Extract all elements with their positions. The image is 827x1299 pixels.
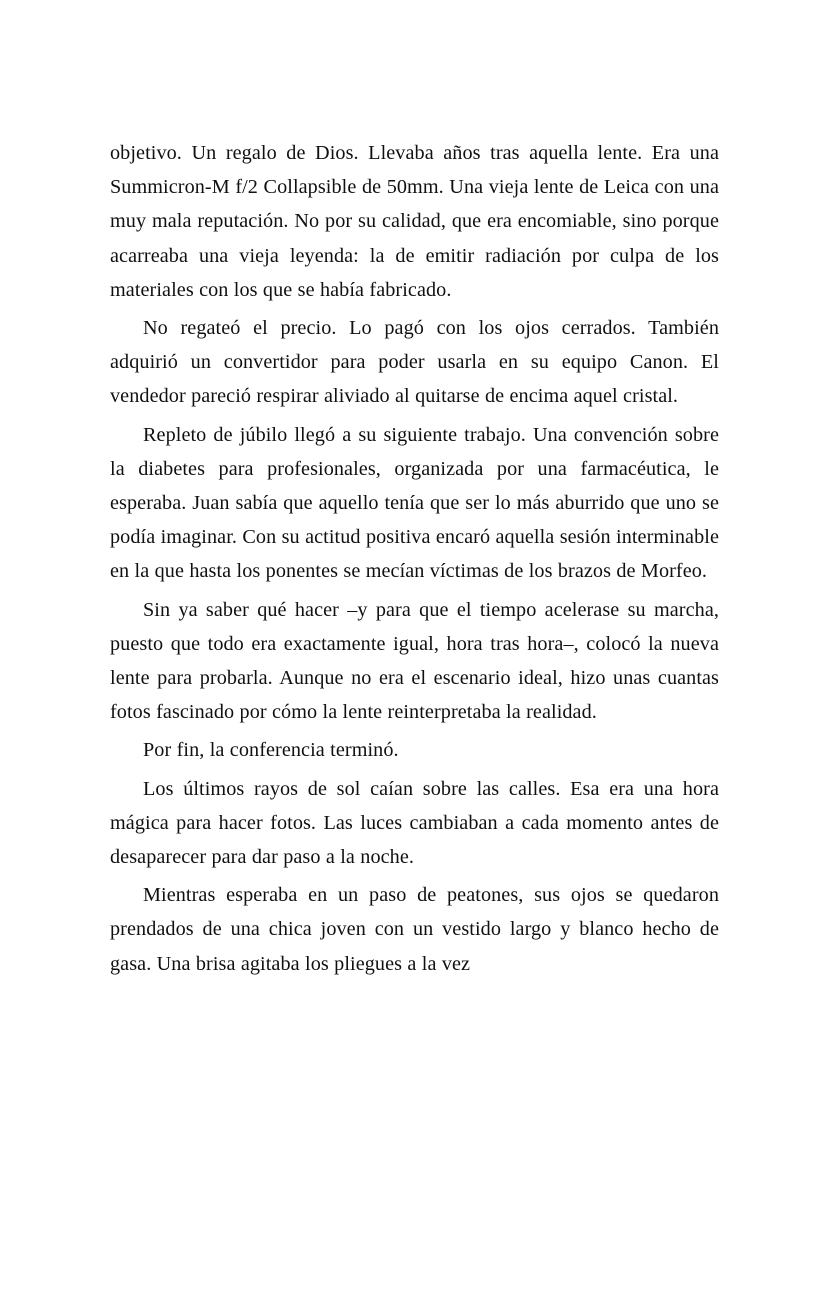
paragraph: Mientras esperaba en un paso de peatones, sus ojos se quedaron prendados de una chica joven con un vestido largo y blanco hecho de gasa. Una brisa agitaba los pliegues a la vez	[110, 884, 719, 975]
paragraph: Repleto de júbilo llegó a su siguiente trabajo. Una convención sobre la diabetes para profesionales, organizada por una farmacéutica, le esperaba. Juan sabía que aquello tenía que ser lo más aburrido que uno se podía imaginar. Con su actitud positiva encaró aquella sesión interminable en la que hasta los ponentes se mecían víctimas de los brazos de Morfeo.	[110, 423, 719, 583]
paragraph: No regateó el precio. Lo pagó con los ojos cerrados. También adquirió un convertidor para poder usarla en su equipo Canon. El vendedor pareció respirar aliviado al quitarse de encima aquel cristal.	[110, 317, 719, 408]
paragraph: Sin ya saber qué hacer –y para que el tiempo acelerase su marcha, puesto que todo era exactamente igual, hora tras hora–, colocó la nueva lente para probarla. Aunque no era el escenario ideal, hizo unas cuantas fotos fascinado por cómo la lente reinterpretaba la realidad.	[110, 598, 719, 724]
paragraph: Por fin, la conferencia terminó.	[143, 739, 399, 762]
paragraph: objetivo. Un regalo de Dios. Llevaba años tras aquella lente. Era una Summicron-M f/2 Collapsible de 50mm. Una vieja lente de Leica con una muy mala reputación. No por su calidad, que era encomiable, sino porque acarreaba una vieja leyenda: la de emitir radiación por culpa de los materiales con los que se había fabricado.	[110, 142, 719, 301]
body-text-column	[110, 136, 719, 981]
paragraph: Los últimos rayos de sol caían sobre las calles. Esa era una hora mágica para hacer fotos. Las luces cambiaban a cada momento antes de desaparecer para dar paso a la noche.	[110, 777, 719, 869]
